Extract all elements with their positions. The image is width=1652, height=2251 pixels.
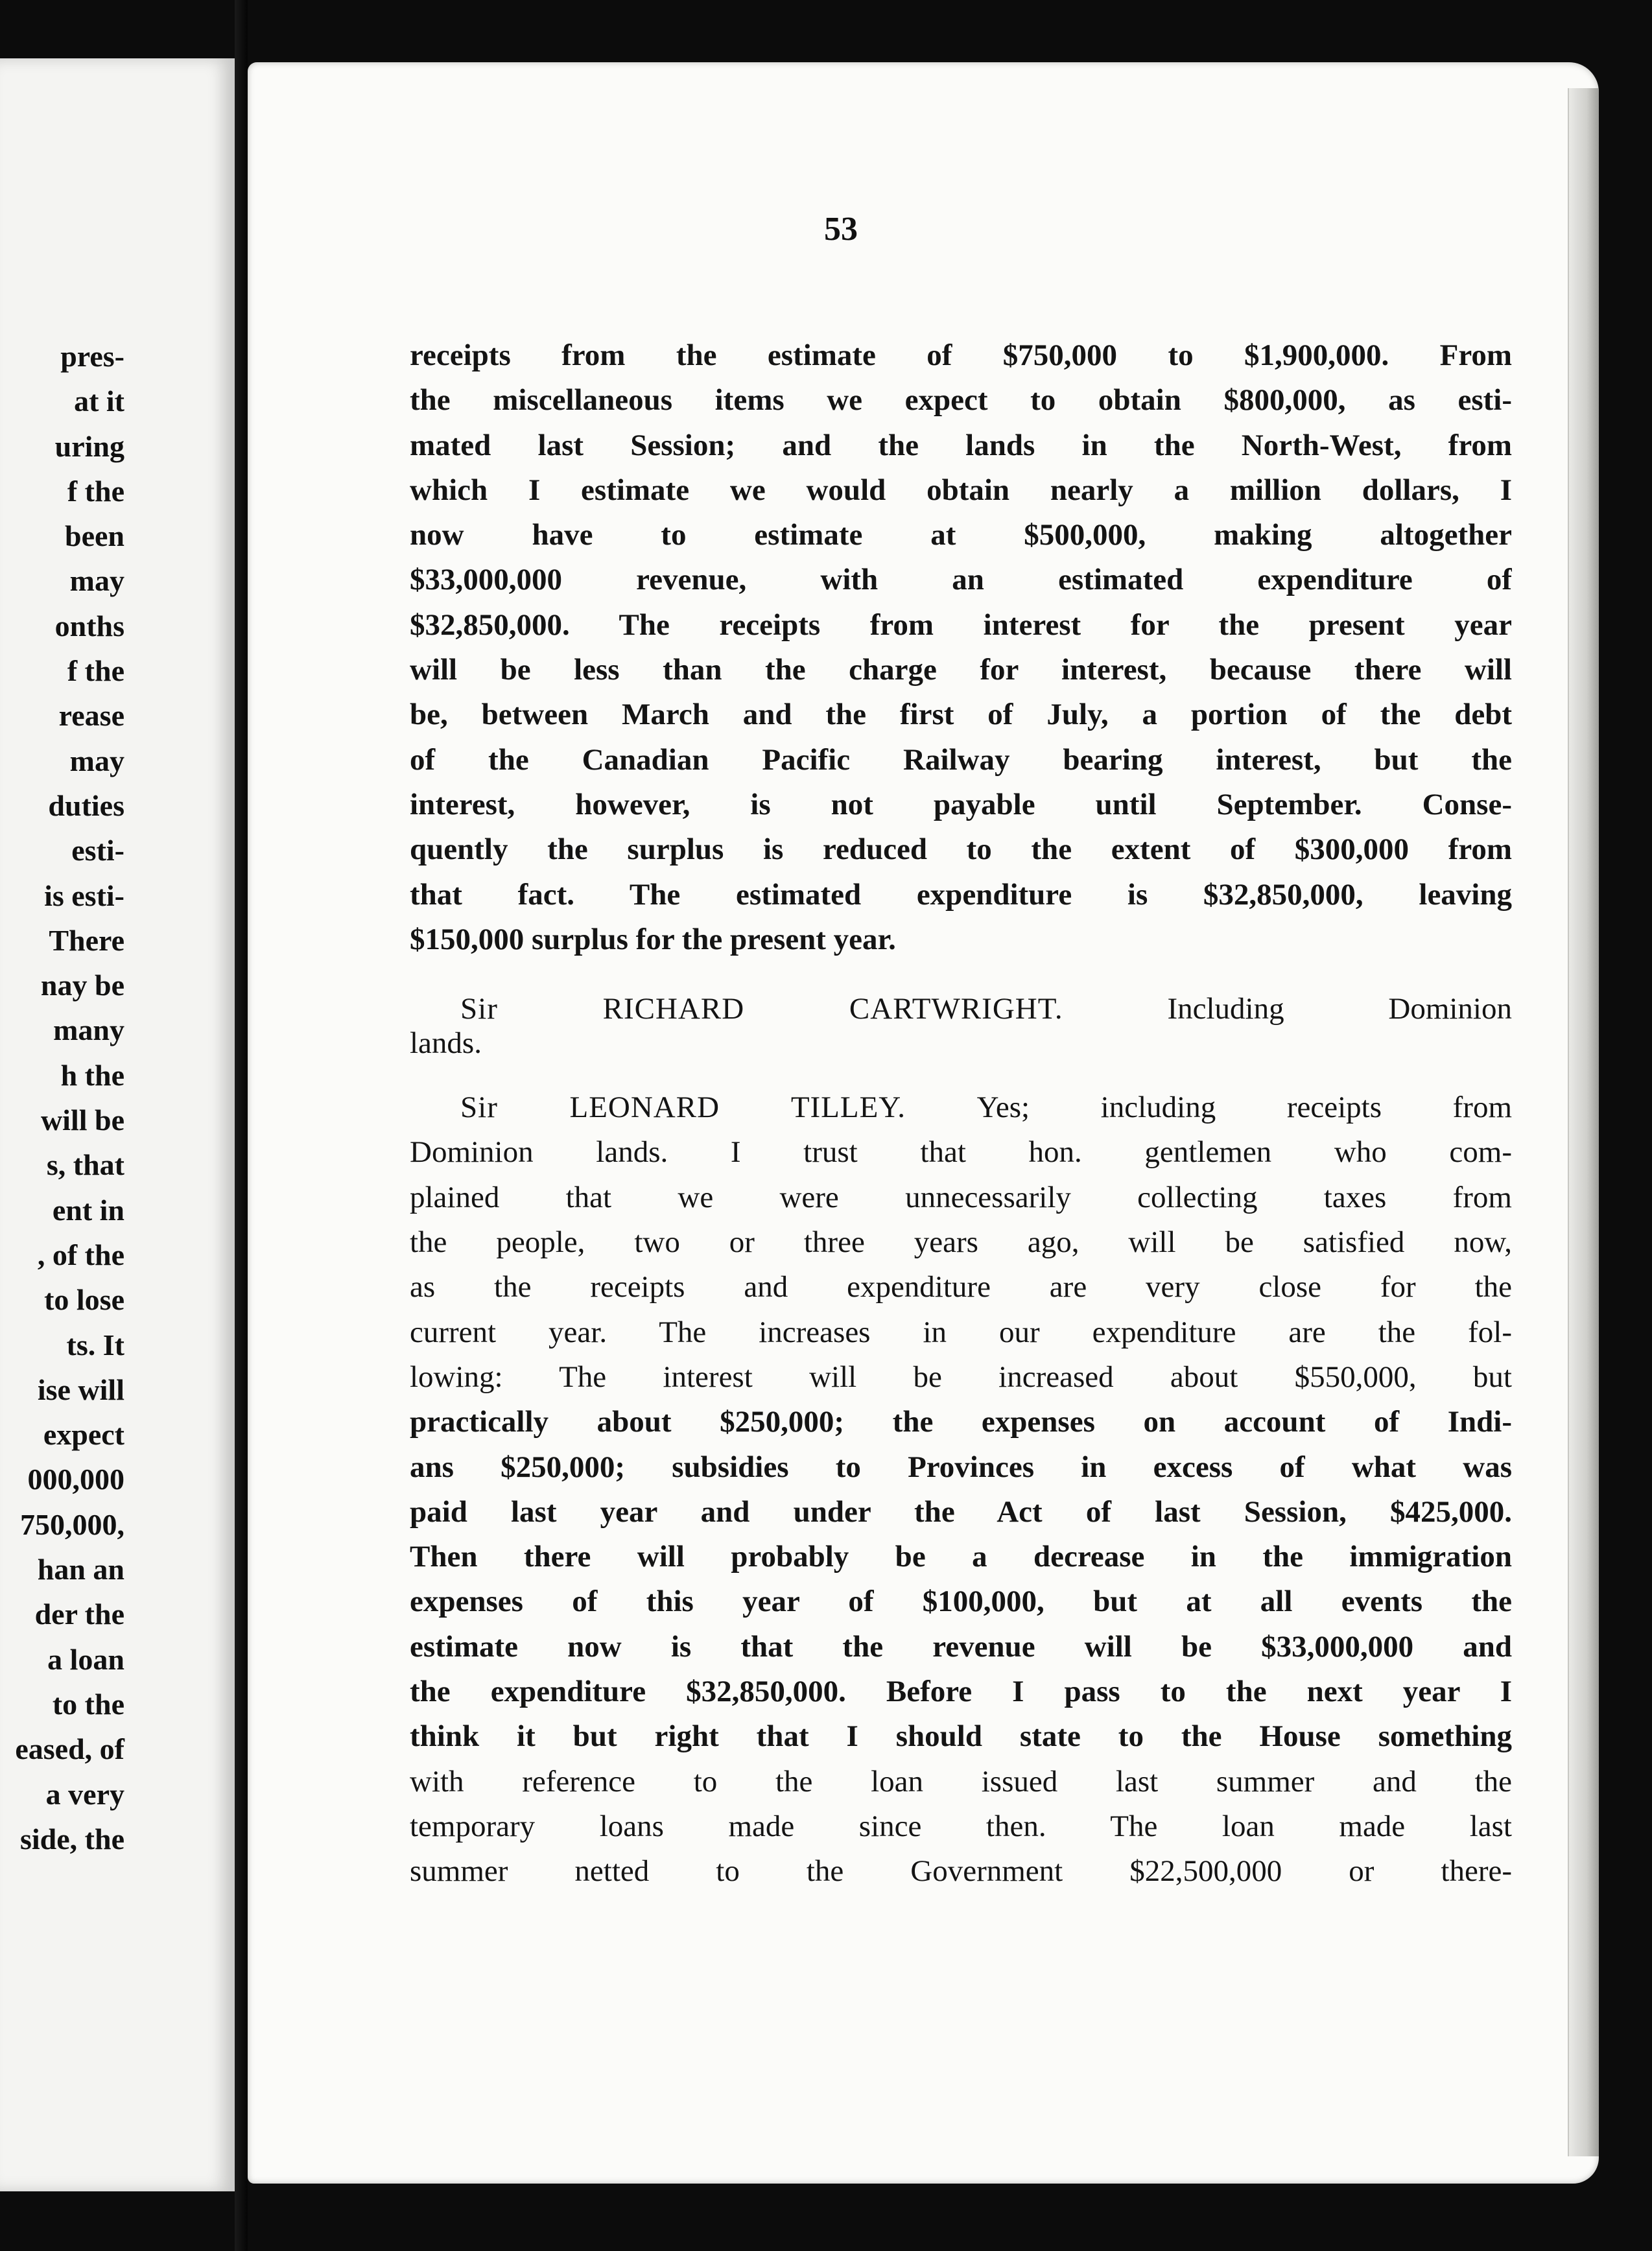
text-line: of the Canadian Pacific Railway bearing interest, but the (410, 742, 1512, 777)
previous-page-line: may (69, 744, 124, 777)
paragraph-gap (410, 1059, 1512, 1085)
text-line: now have to estimate at $500,000, making altogether (410, 518, 1512, 552)
previous-page-line: f the (67, 474, 124, 508)
text-line: Dominion lands. I trust that hon. gentlemen who com- (410, 1135, 1512, 1170)
text-line: paid last year and under the Act of last Session, $425,000. (410, 1494, 1512, 1529)
previous-page-line: han an (37, 1553, 124, 1586)
text-line: the miscellaneous items we expect to obtain $800,000, as esti- (410, 383, 1512, 418)
text-line: summer netted to the Government $22,500,000 or there- (410, 1854, 1512, 1889)
previous-page-line: rease (58, 699, 124, 733)
previous-page-line: 000,000 (27, 1463, 124, 1496)
previous-page-line: der the (34, 1597, 124, 1631)
text-line (410, 991, 1512, 1027)
text-line: $32,850,000. The receipts from interest for the present year (410, 607, 1512, 642)
previous-page (0, 58, 239, 2191)
previous-page-line: a loan (47, 1642, 124, 1676)
text-line: lowing: The interest will be increased about $550,000, but (410, 1360, 1512, 1394)
previous-page-line: expect (43, 1418, 124, 1452)
paragraph-gap (410, 962, 1512, 991)
text-line: $150,000 surplus for the present year. (410, 922, 896, 956)
text-line: plained that we were unnecessarily collecting taxes from (410, 1180, 1512, 1214)
text-line: $33,000,000 revenue, with an estimated expenditure of (410, 563, 1512, 597)
text-line: ans $250,000; subsidies to Provinces in excess of what was (410, 1450, 1512, 1484)
text-line: as the receipts and expenditure are very close for the (410, 1270, 1512, 1304)
text-line: estimate now is that the revenue will be $33,000,000 and (410, 1629, 1512, 1664)
previous-page-line: onths (54, 609, 124, 642)
text-line: interest, however, is not payable until September. Conse- (410, 787, 1512, 821)
text-line: lands. (410, 1027, 482, 1060)
binding-gutter (235, 0, 248, 2251)
text-line: be, between March and the first of July, a portion of the debt (410, 698, 1512, 732)
previous-page-line: to the (52, 1687, 124, 1721)
page-number: 53 (824, 211, 858, 248)
text-line: with reference to the loan issued last summer and the (410, 1764, 1512, 1798)
previous-page-line: h the (60, 1058, 124, 1092)
previous-page-line: will be (40, 1103, 124, 1137)
text-line (410, 1085, 1512, 1130)
paragraph-tilley (410, 1085, 1512, 1894)
text-line: the people, two or three years ago, will be satisfied now, (410, 1225, 1512, 1260)
text-line: current year. The increases in our expenditure are the fol- (410, 1315, 1512, 1349)
text-line: that fact. The estimated expenditure is $32,850,000, leaving (410, 877, 1512, 912)
text-line: practically about $250,000; the expenses on account of Indi- (410, 1405, 1512, 1439)
paragraph-budget-summary (410, 333, 1512, 962)
text-line: which I estimate we would obtain nearly a million dollars, I (410, 473, 1512, 507)
previous-page-line: f the (67, 654, 124, 688)
previous-page-line: , of the (37, 1238, 124, 1271)
previous-page-line: duties (48, 788, 124, 822)
page-body (410, 333, 1512, 1894)
previous-page-line: uring (54, 429, 124, 463)
previous-page-line: ts. It (66, 1328, 124, 1361)
paragraph-cartwright (410, 991, 1512, 1059)
previous-page-line: eased, of (15, 1732, 124, 1766)
text-line: will be less than the charge for interest, because there will (410, 653, 1512, 687)
previous-page-line: is esti- (44, 878, 124, 912)
previous-page-line: side, the (20, 1822, 124, 1856)
text-line: Then there will probably be a decrease in the immigration (410, 1540, 1512, 1574)
previous-page-line: 750,000, (20, 1507, 124, 1541)
text-line: mated last Session; and the lands in the North-West, from (410, 428, 1512, 462)
previous-page-line: a very (45, 1777, 124, 1811)
text-line: the expenditure $32,850,000. Before I pass to the next year I (410, 1675, 1512, 1709)
previous-page-line: may (69, 564, 124, 598)
text-line: expenses of this year of $100,000, but at all events the (410, 1585, 1512, 1619)
previous-page-text (0, 334, 124, 1861)
previous-page-line: esti- (71, 834, 124, 867)
current-page (248, 62, 1599, 2184)
previous-page-line: many (53, 1013, 124, 1047)
text-line: temporary loans made since then. The loan made last (410, 1809, 1512, 1843)
speech-text: Including Dominion (1167, 992, 1512, 1026)
page-stack-edge (1568, 88, 1599, 2156)
text-line: receipts from the estimate of $750,000 to $1,900,000. From (410, 338, 1512, 372)
text-line: quently the surplus is reduced to the extent of $300,000 from (410, 832, 1512, 867)
speaker-name: Sir RICHARD CARTWRIGHT. (460, 992, 1063, 1026)
previous-page-line: pres- (60, 340, 124, 373)
previous-page-line: nay be (40, 969, 124, 1002)
previous-page-line: There (49, 923, 124, 957)
previous-page-line: s, that (46, 1148, 124, 1182)
speech-text: Yes; including receipts from (976, 1090, 1512, 1125)
previous-page-line: at it (74, 384, 124, 418)
previous-page-line: to lose (44, 1283, 124, 1317)
text-line: think it but right that I should state to the House something (410, 1719, 1512, 1754)
previous-page-line: been (65, 519, 124, 553)
previous-page-line: ise will (37, 1373, 124, 1406)
previous-page-line: ent in (52, 1193, 124, 1227)
speaker-name: Sir LEONARD TILLEY. (460, 1090, 906, 1125)
